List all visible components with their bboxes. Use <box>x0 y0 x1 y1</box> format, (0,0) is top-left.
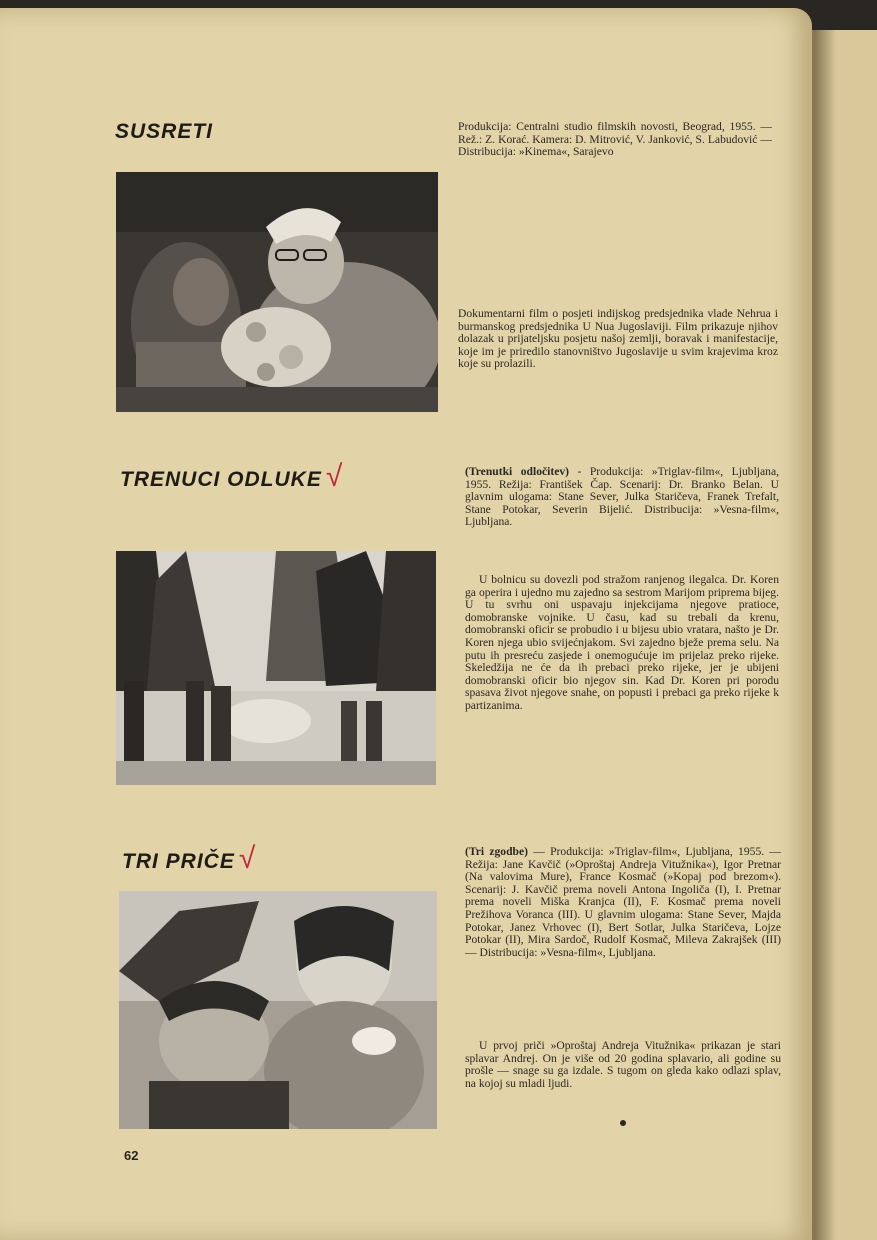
adjacent-page-edge <box>812 30 877 1240</box>
photo-trenuci-odluke <box>116 551 436 785</box>
credits-susreti: Produkcija: Centralni studio filmskih novosti, Beograd, 1955. — Rež.: Z. Korać. Kamera: D. Mitrović, V. Janković, S. Labudović — Distribucija: »Kinema«, Sarajevo <box>458 120 772 159</box>
credits-tri-price: (Tri zgodbe) — Produkcija: »Triglav-film«, Ljubljana, 1955. — Režija: Jane Kavčič (»Oproštaj Andreja Vitužnika«), Igor Pretnar (Na valovima Mure), France Kosmač (»Kopaj pod brezom«). Scenarij: J. Kavčič prema noveli Antona Ingoliča (I), I. Pretnar prema noveli Miška Kranjca (II), F. Kosmač prema noveli Prežihova Voranca (III). U glavnim ulogama: Stane Sever, Majda Potokar, Janez Vrhovec (I), Bert Sotlar, Julka Staričeva, Lojze Potokar (II), Mira Sardoč, Rudolf Kosmač, Mileva Zakrajšek (III) — Distribucija: »Vesna-film«, Ljubljana. <box>465 845 781 959</box>
section-title-text: TRI PRIČE <box>122 850 235 873</box>
synopsis-trenuci-odluke: U bolnicu su dovezli pod stražom ranjenog ilegalca. Dr. Koren ga operira i ujedno mu zajedno sa sestrom Marijom priprema bijeg. U tu svrhu oni uspavaju injekcijama njegove pratioce, domobranske vojnike. U času, kad su trebali da krenu, domobranski oficir se probudio i u bijesu ubio vratara, našto je Dr. Koren njega ubio svijećnjakom. Svi zajedno bježe prema selu. Na putu ih presreću zasjede i onemogućuje im prijelaz preko rijeke. Skeledžija ne će da ih prebaci preko rijeke, jer je ubijeni domobranski oficir bio njegov sin. Kad Dr. Koren pri porodu spasava život njegove snahe, on popusti i prebaci ga preko rijeke k partizanima. <box>465 573 779 712</box>
end-dot <box>620 1120 626 1126</box>
section-title-susreti <box>115 120 213 144</box>
photo-tri-price <box>119 891 437 1129</box>
page-gutter-shadow <box>814 30 836 1240</box>
magazine-page <box>0 8 812 1240</box>
photo-susreti <box>116 172 438 412</box>
section-title-text: TRENUCI ODLUKE <box>120 468 322 491</box>
check-mark-icon: √ <box>238 842 257 875</box>
page-number: 62 <box>124 1148 139 1163</box>
check-mark-icon: √ <box>325 460 344 493</box>
synopsis-susreti: Dokumentarni film o posjeti indijskog predsjednika vlade Nehrua i burmanskog predsjednika U Nua Jugoslaviji. Film prikazuje njihov dolazak u prijateljsku posjetu našoj zemlji, boravak i manifestacije, koje im je priredilo stanovništvo Jugoslavije u svim krajevima kroz koje su prolazili. <box>458 307 778 371</box>
credits-trenuci-odluke: (Trenutki odločitev) - Produkcija: »Triglav-film«, Ljubljana, 1955. Režija: František Čap. Scenarij: Dr. Branko Belan. U glavnim ulogama: Stane Sever, Julka Staričeva, Franek Trefalt, Stane Potokar, Severin Bijelić. Distribucija: »Vesna-film«, Ljubljana. <box>465 465 780 529</box>
section-title-text: SUSRETI <box>115 120 214 143</box>
section-title-trenuci-odluke <box>120 460 343 494</box>
synopsis-tri-price: U prvoj priči »Oproštaj Andreja Vitužnika« prikazan je stari splavar Andrej. On je više od 20 godina splavario, ali godine su prošle — snage su ga izdale. S tugom on gleda kako odlazi splav, na kojoj su mladi ljudi. <box>465 1039 781 1090</box>
section-title-tri-price <box>122 842 256 876</box>
